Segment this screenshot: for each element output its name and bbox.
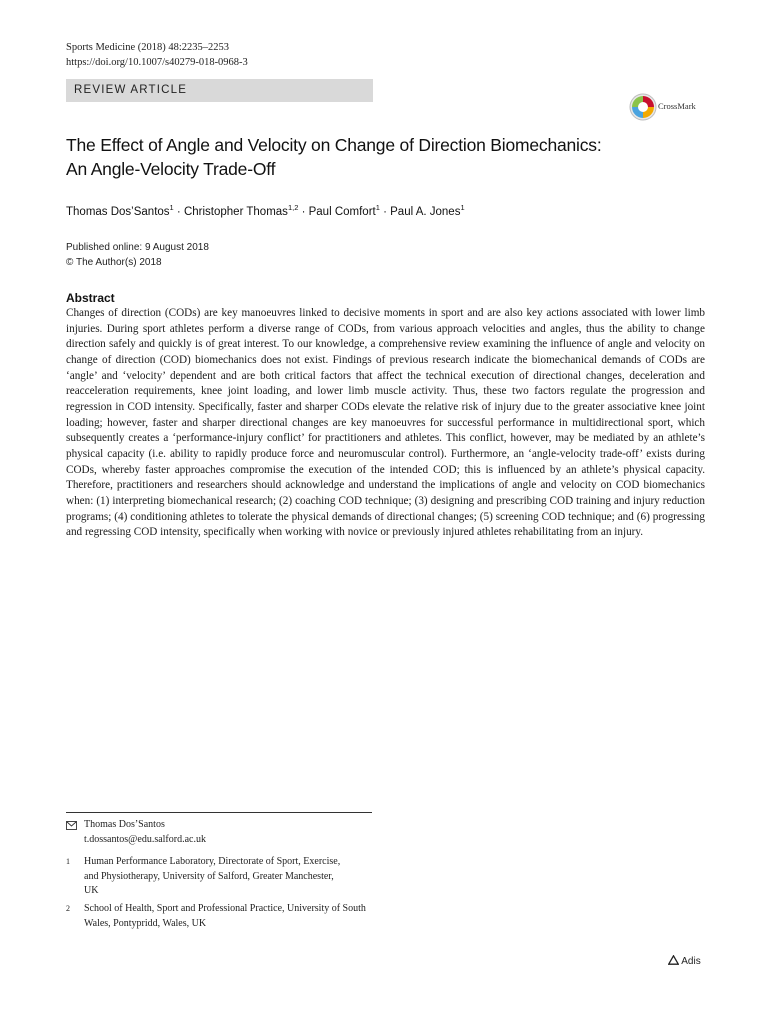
affiliation-mark: 1	[66, 857, 70, 866]
title-line-1: The Effect of Angle and Velocity on Change of Direction Biomechanics:	[66, 135, 602, 155]
published-date: Published online: 9 August 2018	[66, 242, 209, 253]
publisher-logo	[668, 955, 701, 967]
author-affiliation-mark: 1	[169, 203, 174, 212]
author-name[interactable]: Paul Comfort	[308, 206, 376, 218]
author-separator: ·	[298, 206, 309, 218]
article-title	[66, 133, 706, 181]
publisher-name: Adis	[681, 956, 701, 967]
contact-name: Thomas Dos’Santos	[84, 819, 165, 830]
contact-email[interactable]: t.dossantos@edu.salford.ac.uk	[84, 833, 206, 845]
journal-header	[66, 40, 248, 70]
author-affiliation-mark: 1	[375, 203, 380, 212]
author-list	[66, 203, 465, 218]
affiliation-mark: 2	[66, 904, 70, 913]
author-name[interactable]: Thomas Dos’Santos	[66, 206, 170, 218]
affiliation-text: School of Health, Sport and Professional Practice, University of South Wales, Pontypridd, Wales, UK	[84, 903, 366, 929]
envelope-icon	[66, 821, 77, 830]
footnote-divider	[66, 812, 372, 813]
publication-info	[66, 240, 209, 270]
author-affiliation-mark: 1	[460, 203, 465, 212]
abstract-body: Changes of direction (CODs) are key manoeuvres linked to decisive moments in sport and are also key actions associated with lower limb injuries. During sport athletes perform a diverse range of CODs, from various approach velocities and angles, thus the ability to change direction safely and quickly is of great interest. To our knowledge, a comprehensive review examining the influence of angle and velocity on change of direction (COD) biomechanics does not exist. Findings of previous research indicate the biomechanical demands of CODs are ‘angle’ and ‘velocity’ dependent and are both critical factors that affect the technical execution of directional changes, deceleration and reacceleration requirements, knee joint loading, and lower limb muscle activity. Thus, these two factors regulate the progression and regression in COD intensity. Specifically, faster and sharper CODs elevate the relative risk of injury due to the greater associative knee joint loading; however, faster and sharper directional changes are key manoeuvres for successful performance in multidirectional sport, which subsequently creates a ‘performance-injury conflict’ for practitioners and athletes. This conflict, however, may be mediated by an athlete’s physical capacity (i.e. ability to rapidly produce force and neuromuscular control). Furthermore, an ‘angle-velocity trade-off’ exists during CODs, whereby faster approaches compromise the execution of the intended COD; this is influenced by an athlete’s physical capacity. Therefore, practitioners and researchers should acknowledge and understand the implications of angle and velocity on COD biomechanics when: (1) interpreting biomechanical research; (2) coaching COD technique; (3) designing and prescribing COD training and injury reduction programs; (4) conditioning athletes to tolerate the physical demands of directional changes; (5) screening COD technique; and (6) progressing and regressing COD intensity, specifically when working with novice or previously injured athletes rehabilitating from an injury.	[66, 307, 705, 539]
affiliation-text: Human Performance Laboratory, Directorate of Sport, Exercise, and Physiotherapy, University of Salford, Greater Manchester, UK	[84, 856, 341, 896]
journal-citation: Sports Medicine (2018) 48:2235–2253	[66, 42, 230, 53]
author-affiliation-mark: 1,2	[287, 203, 299, 212]
crossmark-label[interactable]: CrossMark	[658, 101, 696, 111]
title-line-2: An Angle-Velocity Trade-Off	[66, 159, 276, 179]
abstract-heading: Abstract	[66, 291, 115, 305]
triangle-icon	[668, 955, 679, 965]
copyright-notice: © The Author(s) 2018	[66, 257, 162, 268]
article-type-banner: REVIEW ARTICLE	[66, 79, 373, 102]
author-name[interactable]: Christopher Thomas	[183, 206, 288, 218]
author-separator: ·	[379, 206, 391, 218]
author-separator: ·	[173, 206, 184, 218]
doi-link[interactable]: https://doi.org/10.1007/s40279-018-0968-3	[66, 57, 248, 68]
author-name[interactable]: Paul A. Jones	[390, 206, 461, 218]
